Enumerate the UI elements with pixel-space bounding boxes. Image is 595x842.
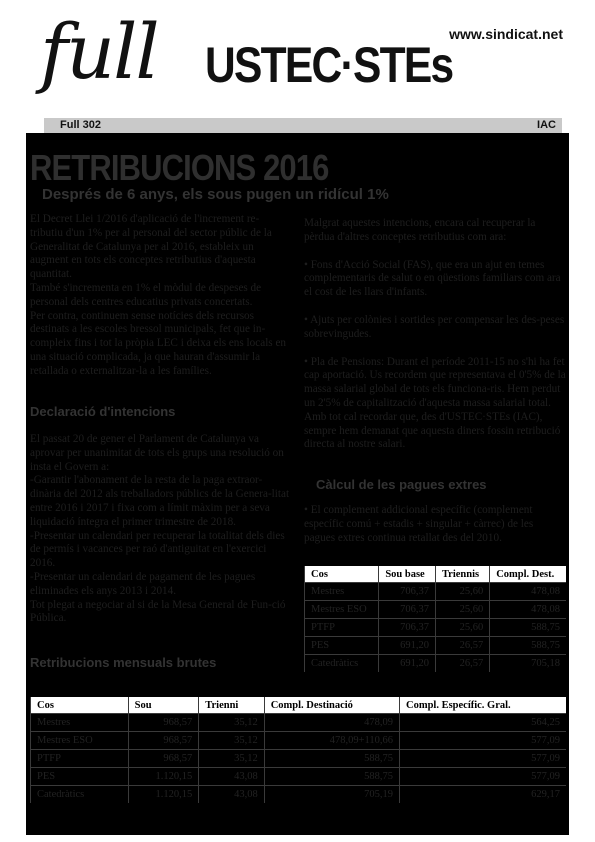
- table-cell: PES: [305, 637, 379, 655]
- table-cell: 478,08: [490, 601, 566, 619]
- table-row: [305, 619, 567, 637]
- table-cell: Mestres ESO: [305, 601, 379, 619]
- table-cell: 1.120,15: [128, 786, 199, 804]
- article-subtitle: Després de 6 anys, els sous pugen un ridícul 1%: [42, 186, 389, 203]
- table-row: [31, 714, 567, 732]
- paragraph: -Presentar un calendari de pagament de les pagues eliminades els anys 2013 i 2014.: [30, 570, 256, 597]
- article-title: RETRIBUCIONS 2016: [30, 147, 329, 188]
- left-column-intro: [30, 213, 292, 379]
- section-heading-intentions: Declaració d'intencions: [30, 404, 176, 419]
- left-column-intentions: [30, 433, 292, 626]
- table-header-row: [31, 697, 567, 714]
- table-cell: Mestres: [31, 714, 129, 732]
- table-cell: 588,75: [264, 768, 399, 786]
- column-header: Compl. Destinació: [264, 697, 399, 714]
- sector-label: IAC: [537, 119, 556, 131]
- monthly-pay-table: [30, 697, 566, 803]
- paragraph: El Decret Llei 1/2016 d'aplicació de l'increment re-tributiu d'un 1% per al personal del sector públic de la Generalitat de Catalunya per al 2016, estableix un augment en tots els conceptes retributius d'aquesta quantitat.: [30, 213, 272, 281]
- paragraph: • Fons d'Acció Social (FAS), que era un ajut en temes complementaris de salut o en qüestions familiars com ara el cost de les llars d'infants.: [304, 258, 561, 299]
- paragraph: Tot plegat a negociar al si de la Mesa General de Fun-ció Pública.: [30, 598, 286, 625]
- extra-pay-table: [304, 566, 566, 672]
- column-header: Triennis: [435, 566, 489, 583]
- table-cell: 25,60: [435, 601, 489, 619]
- right-column: [304, 217, 566, 452]
- issue-bar: [44, 118, 562, 133]
- column-header: Sou base: [379, 566, 436, 583]
- paragraph: -Garantir l'abonament de la resta de la paga extraor-dinària del 2012 als treballadors públics de la Genera-litat entre 2016 i 2017 i fixa com a límit màxim per a seva liquidació íntegra el primer trimestre de 2018.: [30, 474, 290, 528]
- table-cell: PES: [31, 768, 129, 786]
- table-cell: 705,18: [490, 655, 566, 673]
- table-cell: 691,20: [379, 637, 436, 655]
- table-cell: 706,37: [379, 601, 436, 619]
- column-header: Compl. Dest.: [490, 566, 566, 583]
- table-cell: 25,60: [435, 583, 489, 601]
- table-cell: 705,19: [264, 786, 399, 804]
- section-heading-monthly: Retribucions mensuals brutes: [30, 655, 217, 670]
- table-cell: 1.120,15: [128, 768, 199, 786]
- table-cell: 35,12: [199, 750, 264, 768]
- column-header: Cos: [31, 697, 129, 714]
- table-cell: 43,08: [199, 768, 264, 786]
- table-cell: 691,20: [379, 655, 436, 673]
- paragraph: • Ajuts per colònies i sortides per compensar les des-peses sobrevingudes.: [304, 313, 565, 340]
- paragraph: També s'incrementa en 1% el mòdul de despeses de personal dels centres educatius privats concertats.: [30, 281, 262, 308]
- extra-paragraph: • El complement addicional específic (complement específic comú + estadis + singular + càrrec) de les pagues extres continua retallat des del 2010.: [304, 504, 534, 544]
- table-cell: 478,08: [490, 583, 566, 601]
- table-cell: 564,25: [399, 714, 566, 732]
- paragraph: -Presentar un calendari per recuperar la totalitat dels dies de permís i vacances per raó d'antiguitat en l'exercici 2016.: [30, 529, 285, 570]
- table-row: [31, 732, 567, 750]
- paragraph: Malgrat aquestes intencions, encara cal recuperar la pèrdua d'altres conceptes retributius com ara:: [304, 217, 536, 243]
- table-row: [31, 786, 567, 804]
- table-cell: 588,75: [490, 619, 566, 637]
- column-header: Cos: [305, 566, 379, 583]
- table-cell: 588,75: [264, 750, 399, 768]
- table-cell: 968,57: [128, 732, 199, 750]
- table-cell: 25,60: [435, 619, 489, 637]
- table-row: [31, 768, 567, 786]
- table-cell: 478,09: [264, 714, 399, 732]
- table-cell: 968,57: [128, 714, 199, 732]
- table-cell: 629,17: [399, 786, 566, 804]
- table-cell: 577,09: [399, 768, 566, 786]
- paragraph: Per contra, continuem sense notícies dels recursos destinats a les escoles bressol municipals, fet que in-compleix fins i tot la pròpia LEC i deixa els ens locals en una situació complicada, ja que hauran d'assumir la retallada o externalitzar-la a les famílies.: [30, 309, 287, 377]
- table-cell: 577,09: [399, 750, 566, 768]
- table-cell: Catedràtics: [305, 655, 379, 673]
- table-row: [305, 583, 567, 601]
- table-row: [305, 637, 567, 655]
- table-cell: Catedràtics: [31, 786, 129, 804]
- table-cell: 26,57: [435, 637, 489, 655]
- table-cell: 577,09: [399, 732, 566, 750]
- table-cell: Mestres ESO: [31, 732, 129, 750]
- table-row: [305, 655, 567, 673]
- column-header: Sou: [128, 697, 199, 714]
- table-cell: Mestres: [305, 583, 379, 601]
- table-cell: PTFP: [31, 750, 129, 768]
- column-header: Trienni: [199, 697, 264, 714]
- table-cell: 588,75: [490, 637, 566, 655]
- column-header: Compl. Específic. Gral.: [399, 697, 566, 714]
- logo-full: full: [40, 7, 158, 96]
- table-cell: PTFP: [305, 619, 379, 637]
- table-cell: 43,08: [199, 786, 264, 804]
- table-header-row: [305, 566, 567, 583]
- table-cell: 478,09+110,66: [264, 732, 399, 750]
- logo-ustec-stes: USTEC·STEs: [205, 37, 453, 93]
- table-cell: 26,57: [435, 655, 489, 673]
- table-cell: 35,12: [199, 732, 264, 750]
- table-cell: 35,12: [199, 714, 264, 732]
- paragraph: • Pla de Pensions: Durant el període 2011-15 no s'hi ha fet cap aportació. Us recordem que representava el 0'5% de la massa salarial global de tots els funciona-ris. Hem perdut un 2'5% de capitalització d'aquesta massa salarial total. Amb tot cal recordar que, des d'USTEC·STEs (IAC), sempre hem demanat que aquesta diners fossin retribució directa al nostre salari.: [304, 355, 566, 451]
- paragraph: El passat 20 de gener el Parlament de Catalunya va aprovar per unanimitat de tots els grups una resolució on insta el Govern a:: [30, 433, 284, 473]
- table-row: [31, 750, 567, 768]
- section-heading-extra: Càlcul de les pagues extres: [316, 477, 487, 492]
- table-cell: 968,57: [128, 750, 199, 768]
- issue-number: Full 302: [60, 119, 101, 131]
- table-cell: 706,37: [379, 619, 436, 637]
- website-link[interactable]: www.sindicat.net: [449, 26, 563, 42]
- table-row: [305, 601, 567, 619]
- table-cell: 706,37: [379, 583, 436, 601]
